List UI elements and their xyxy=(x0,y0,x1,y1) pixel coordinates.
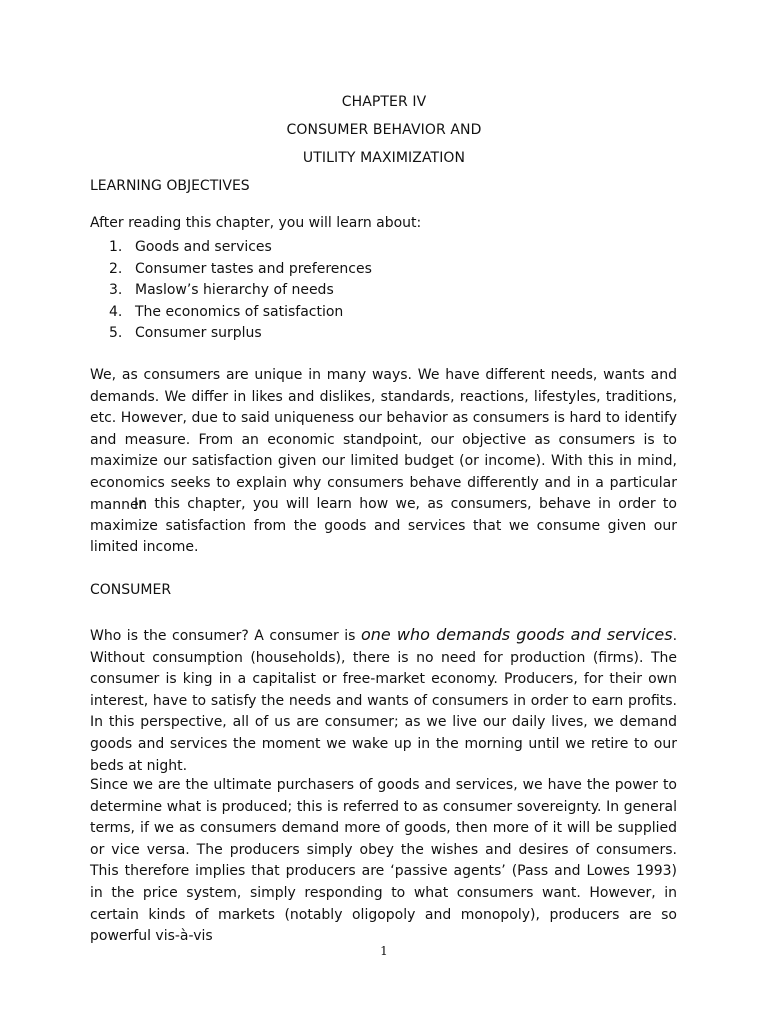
chapter-title-line-1: CONSUMER BEHAVIOR AND xyxy=(286,122,482,138)
list-item-number: 2. xyxy=(109,260,123,277)
list-item-number: 5. xyxy=(109,325,123,342)
learning-objectives-list xyxy=(109,237,372,345)
learning-objectives-intro: After reading this chapter, you will learn about: xyxy=(90,215,422,231)
list-item-text: Consumer surplus xyxy=(135,325,262,342)
consumer-heading: CONSUMER xyxy=(90,582,172,598)
intro-paragraph: We, as consumers are unique in many ways. We have different needs, wants and demands. We differ in likes and dislikes, standards, reactions, lifestyles, traditions, etc. However, due to said uniqueness our behavior as consumers is hard to identify and measure. From an economic standpoint, our objective as consumers is to maximize our satisfaction given our limited budget (or income). With this in mind, economics seeks to explain why consumers behave differently and in a particular manner. xyxy=(90,367,677,513)
list-item-text: Consumer tastes and preferences xyxy=(135,260,372,277)
list-item-number: 1. xyxy=(109,239,123,255)
learning-objectives-heading: LEARNING OBJECTIVES xyxy=(90,178,250,194)
page-number: 1 xyxy=(380,944,388,958)
chapter-number: CHAPTER IV xyxy=(341,94,427,110)
consumer-definition-paragraph xyxy=(90,624,677,777)
list-item xyxy=(109,323,372,345)
intro-paragraph-indented: In this chapter, you will learn how we, as consumers, behave in order to maximize satisfaction from the goods and services that we consume given our limited income. xyxy=(90,496,677,556)
list-item xyxy=(109,302,372,324)
list-item-number: 4. xyxy=(109,303,123,320)
list-item-text: Maslow’s hierarchy of needs xyxy=(135,282,334,299)
list-item xyxy=(109,280,372,302)
list-item-number: 3. xyxy=(109,282,123,299)
chapter-title-line-2: UTILITY MAXIMIZATION xyxy=(302,150,466,166)
list-item-text: The economics of satisfaction xyxy=(135,303,344,320)
list-item-text: Goods and services xyxy=(135,239,272,255)
definition-emphasis: one who demands goods and services xyxy=(360,625,673,644)
definition-lead-text: Who is the consumer? A consumer is xyxy=(90,628,361,644)
list-item xyxy=(109,237,372,259)
consumer-sovereignty-paragraph: Since we are the ultimate purchasers of goods and services, we have the power to determine what is produced; this is referred to as consumer sovereignty. In general terms, if we as consumers demand more of goods, then more of it will be supplied or vice versa. The producers simply obey the wishes and desires of consumers. This therefore implies that producers are ‘passive agents’ (Pass and Lowes 1993) in the price system, simply responding to what consumers want. However, in certain kinds of markets (notably oligopoly and monopoly), producers are so powerful vis-à-vis xyxy=(90,777,677,945)
list-item xyxy=(109,259,372,281)
definition-body-text: . Without consumption (households), there is no need for production (firms). The consumer is king in a capitalist or free-market economy. Producers, for their own interest, have to satisfy the needs and wants of consumers in order to earn profits. In this perspective, all of us are consumer; as we live our daily lives, we demand goods and services the moment we wake up in the morning until we retire to our beds at night. xyxy=(90,628,678,774)
